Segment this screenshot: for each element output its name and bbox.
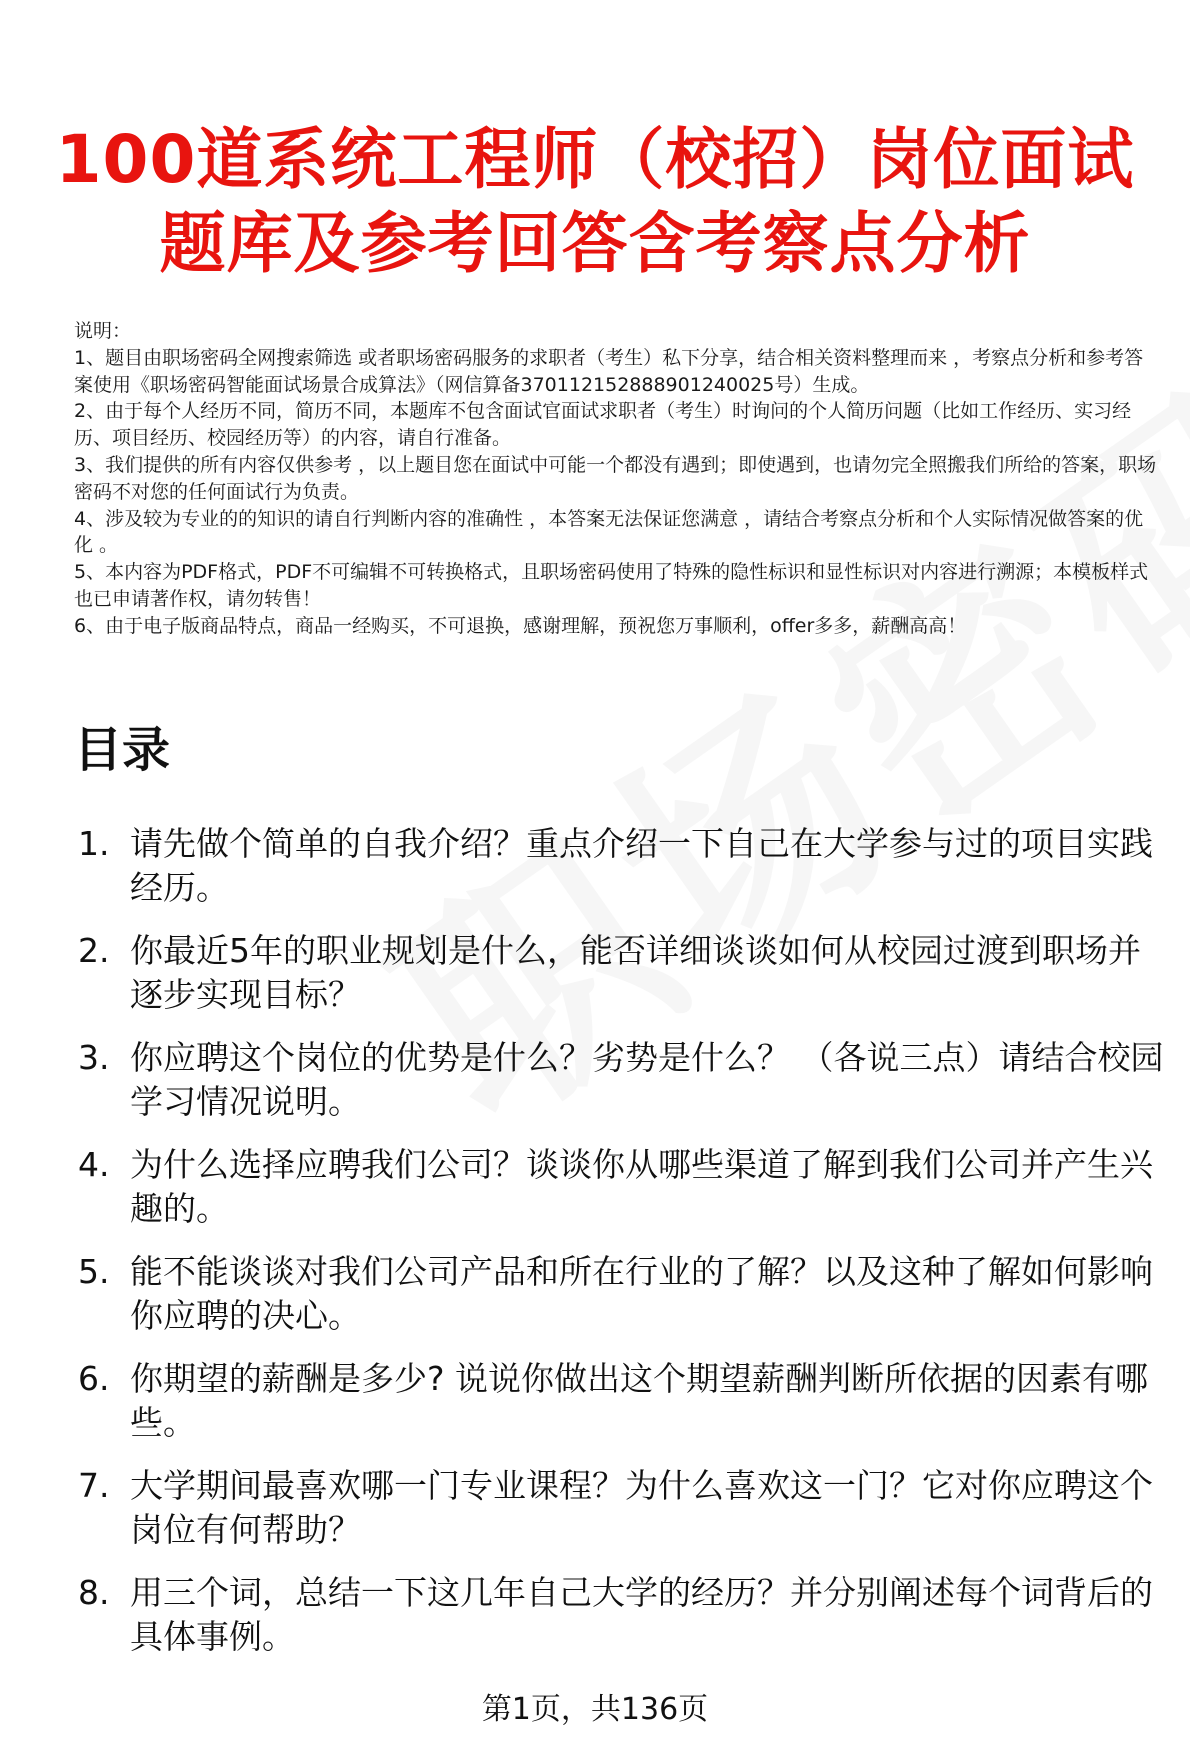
notes-section xyxy=(74,318,1162,640)
toc-item-number: 8. xyxy=(78,1573,110,1612)
toc-item xyxy=(78,1250,1168,1338)
toc-item xyxy=(78,1143,1168,1231)
toc-item xyxy=(78,1036,1168,1124)
toc-item-number: 6. xyxy=(78,1359,110,1398)
toc-item-number: 1. xyxy=(78,824,110,863)
notes-heading: 说明： xyxy=(74,320,132,342)
note-item: 3、我们提供的所有内容仅供参考 ，以上题目您在面试中可能一个都没有遇到；即使遇到，也请勿完全照搬我们所给的答案，职场密码不对您的任何面试行为负责。 xyxy=(74,453,1157,503)
toc-item-number: 5. xyxy=(78,1252,110,1291)
toc-item xyxy=(78,1464,1168,1552)
title-line-1: 100道系统工程师（校招）岗位面试 xyxy=(55,121,1135,198)
toc-item-number: 3. xyxy=(78,1038,110,1077)
toc-item-number: 4. xyxy=(78,1145,110,1184)
note-item: 1、题目由职场密码全网搜索筛选 或者职场密码服务的求职者（考生）私下分享，结合相关资料整理而来 ，考察点分析和参考答案使用《职场密码智能面试场景合成算法》（网信算备370112152888901240025号）生成。 xyxy=(74,346,1144,396)
toc-item xyxy=(78,1357,1168,1445)
toc-item xyxy=(78,822,1168,910)
toc-item-text: 你期望的薪酬是多少? 说说你做出这个期望薪酬判断所依据的因素有哪些。 xyxy=(130,1359,1149,1442)
document-title xyxy=(40,118,1150,286)
note-item: 5、本内容为PDF格式，PDF不可编辑不可转换格式，且职场密码使用了特殊的隐性标识和显性标识对内容进行溯源；本模板样式也已申请著作权，请勿转售！ xyxy=(74,561,1149,610)
toc-item-number: 2. xyxy=(78,931,110,970)
page-footer: 第1页，共136页 xyxy=(481,1692,709,1727)
toc-item-text: 请先做个简单的自我介绍？重点介绍一下自己在大学参与过的项目实践经历。 xyxy=(130,824,1153,907)
toc-item-text: 你最近5年的职业规划是什么，能否详细谈谈如何从校园过渡到职场并逐步实现目标？ xyxy=(130,931,1141,1014)
toc-item-text: 大学期间最喜欢哪一门专业课程？为什么喜欢这一门？它对你应聘这个岗位有何帮助？ xyxy=(130,1466,1153,1549)
toc-item xyxy=(78,929,1168,1017)
toc-item-text: 你应聘这个岗位的优势是什么？劣势是什么？ （各说三点）请结合校园学习情况说明。 xyxy=(130,1038,1164,1121)
title-line-2: 题库及参考回答含考察点分析 xyxy=(159,205,1031,282)
note-item: 4、涉及较为专业的的知识的请自行判断内容的准确性 ，本答案无法保证您满意 ，请结合考察点分析和个人实际情况做答案的优化 。 xyxy=(74,507,1144,557)
toc-item-text: 用三个词，总结一下这几年自己大学的经历？并分别阐述每个词背后的具体事例。 xyxy=(130,1573,1153,1656)
toc-item xyxy=(78,1571,1168,1659)
toc-item-text: 为什么选择应聘我们公司？谈谈你从哪些渠道了解到我们公司并产生兴趣的。 xyxy=(130,1145,1153,1228)
toc-heading: 目录 xyxy=(74,722,171,778)
note-item: 6、由于电子版商品特点，商品一经购买，不可退换，感谢理解，预祝您万事顺利，offer多多，薪酬高高！ xyxy=(74,614,967,637)
toc-item-number: 7. xyxy=(78,1466,110,1505)
note-item: 2、由于每个人经历不同，简历不同，本题库不包含面试官面试求职者（考生）时询问的个人简历问题（比如工作经历、实习经历、项目经历、校园经历等）的内容，请自行准备。 xyxy=(74,400,1132,450)
toc-list xyxy=(78,822,1168,1678)
toc-item-text: 能不能谈谈对我们公司产品和所在行业的了解？以及这种了解如何影响你应聘的决心。 xyxy=(130,1252,1153,1335)
